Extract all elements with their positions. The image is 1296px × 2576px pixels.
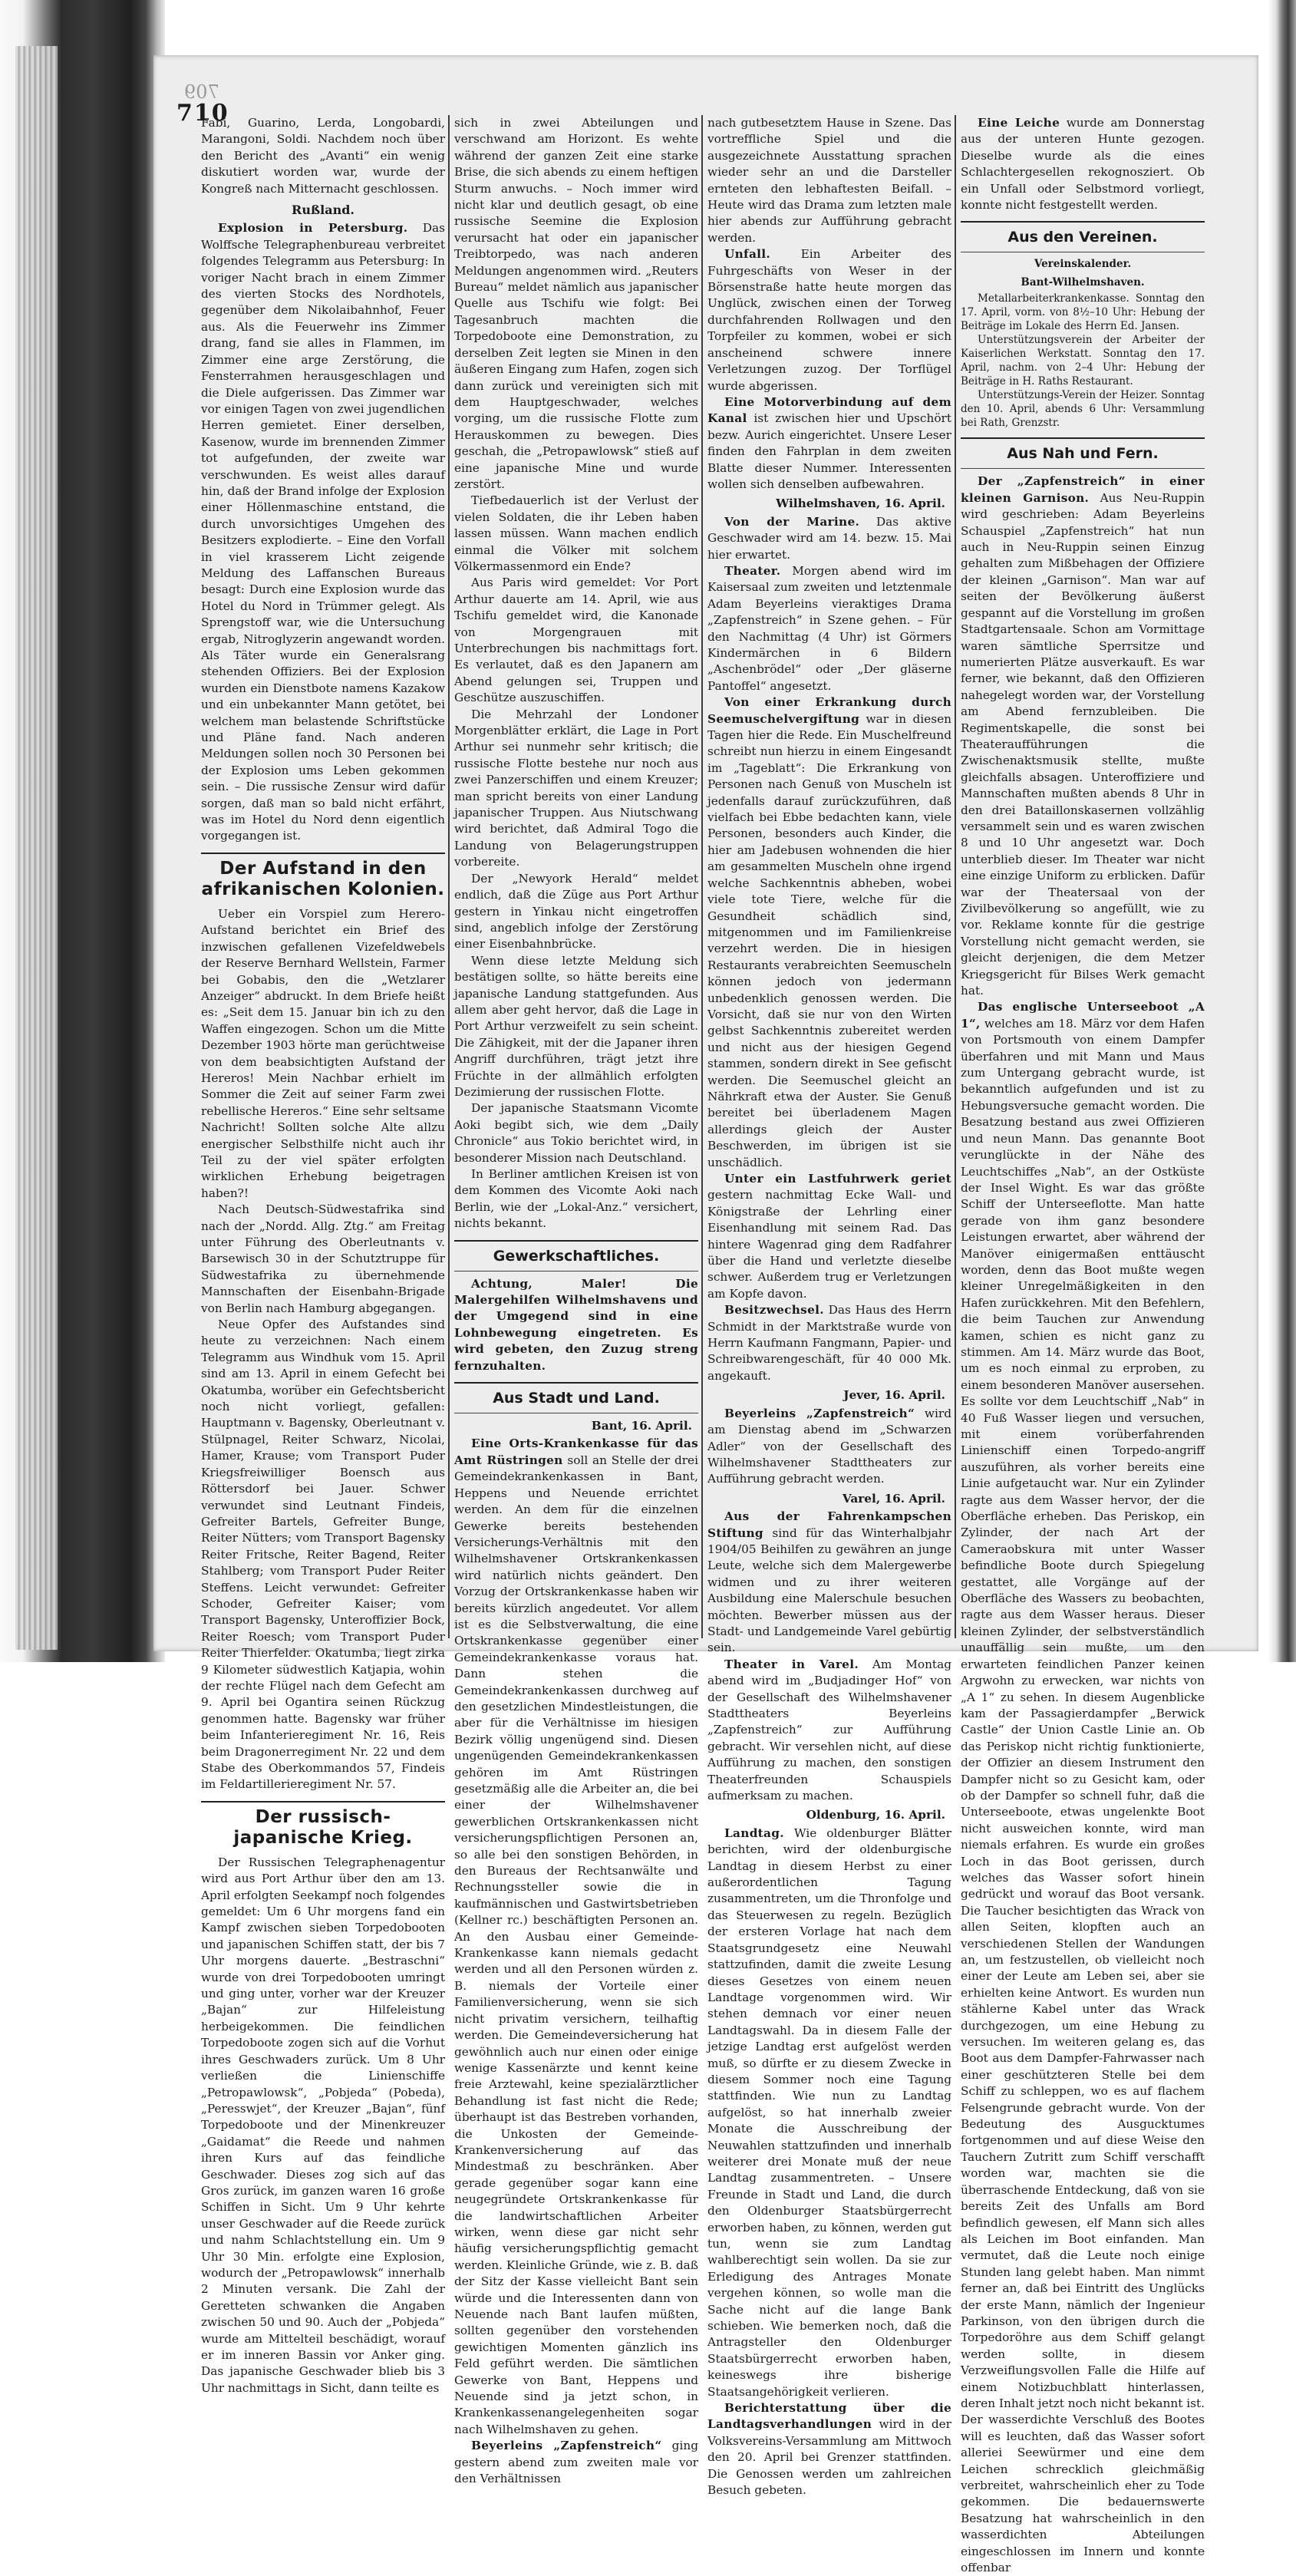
column-3 — [707, 115, 951, 2498]
dateline: Wilhelmshaven, 16. April. — [776, 496, 945, 511]
paragraph — [707, 694, 951, 1171]
paragraph — [707, 514, 951, 563]
page-number: 710 — [176, 100, 229, 127]
calendar-entry: Unterstützungs-Verein der Heizer. Sonntag den 10. April, abends 6 Uhr: Versammlung bei Rath, Grenzstr. — [961, 389, 1205, 430]
paragraph — [707, 1826, 951, 2400]
paragraph-text: Wie oldenburger Blätter berichten, wird der oldenburgische Landtag in diesem Herbst zu einer außerordentlichen Tagung zusammentreten, um die Thronfolge und das Steuerwesen zu regeln. Bezüglich der ersteren Vorlage hat nach dem Staatsgrundgesetz eine Neuwahl stattzufinden, damit die zweite Lesung dieses Gesetzes von einem neuen Landtage vorgenommen wird. Wir stehen demnach vor einer neuen Landtagswahl. Da in diesem Falle der jetzige Landtag erst aufgelöst werden muß, so dürfte er zu diesem Zwecke in diesem Sommer noch eine Tagung stattfinden. Wie nun zu Landtag aufgelöst, so hat innerhalb zweier Monate die Ausschreibung der Neuwahlen stattzufinden und innerhalb weiterer drei Monate muß der neue Landtag zusammentreten. – Unsere Freunde in Stadt und Land, die durch den Oldenburger Staatsbürgerrecht erworben haben, zu können, werden gut tun, wenn sie zum Landtag wahlberechtigt sein wollen. Da sie zur Erledigung des Antrages Monate vergehen können, so wolle man die Sache nicht auf die lange Bank schieben. Wie bemerken noch, daß die Antragsteller den Oldenburger Staatsbürgerrecht erworben haben, keineswegs ihre bisherige Staatsangehörigkeit verlieren. — [707, 1826, 951, 2399]
sub-heading: Bant-Wilhelmshaven. — [1021, 276, 1145, 289]
paragraph — [707, 1171, 951, 1302]
paragraph-text: sind für das Winterhalbjahr 1904/05 Beihilfen zu gewähren an junge Leute, welche sich dem Malergewerbe widmen und zu ihrer weiteren Ausbildung eine Malerschule besuchen möchten. Bewerber müssen aus der Stadt- und Landgemeinde Varel gebürtig sein. — [707, 1525, 951, 1655]
book-right-edge — [1268, 0, 1296, 1662]
section-headline: Aus Nah und Fern. — [961, 437, 1205, 469]
paragraph: Aus Paris wird gemeldet: Vor Port Arthur dauerte am 14. April, wie aus Tschifu gemeldet wird, die Kanonade von Morgengrauen mit Unterbrechungen bis nachmittags fort. Es verlautet, daß es den Japanern am Abend gelungen sei, Truppen und Geschütze auszuschiffen. — [454, 576, 698, 705]
lead-keyword: Das englische Unterseeboot „A 1“, — [961, 1000, 1205, 1031]
paragraph — [707, 1302, 951, 1384]
paragraph: nach gutbesetztem Hause in Szene. Das vortreffliche Spiel und die ausgezeichnete Ausstattung sprachen wieder sehr an und die Darsteller ernteten den lebhaftesten Beifall. – Heute wird das Drama zum letzten male hier abends zur Aufführung gebracht werden. — [707, 116, 951, 245]
paragraph — [707, 394, 951, 493]
lead-keyword: Eine Leiche — [978, 116, 1060, 130]
paragraph — [707, 1509, 951, 1657]
article-headline: Der Aufstand in den afrikanischen Kolonien. — [201, 853, 445, 900]
paragraph: Fabi, Guarino, Lerda, Longobardi, Marangoni, Soldi. Nachdem noch über den Bericht des „Avanti“ ein wenig diskutiert worden war, wurde der Kongreß nach Mitternacht geschlossen. — [201, 116, 445, 196]
paragraph — [961, 473, 1205, 999]
paragraph: Der „Newyork Herald“ meldet endlich, daß die Züge aus Port Arthur gestern in Yinkau nicht eingetroffen sind, angeblich infolge der Zerstörung einer Eisenbahnbrücke. — [454, 871, 698, 952]
paragraph-text: welches am 18. März vor dem Hafen von Portsmouth von einem Dampfer überfahren und mit Mann und Maus zum Untergang gebracht wurde, ist bekanntlich aufgefunden und ist zu Hebungsversuche gemacht worden. Die Besatzung bestand aus zwei Offizieren und neun Mann. Das genannte Boot verunglückte in der Nähe des Leuchtschiffes „Nab“, an der Ostküste der Insel Wight. Es war das größte Schiff der Unterseeflotte. Man hatte gerade von ihm ganz besondere Leistungen erwartet, aber während der Manöver einigermaßen enttäuscht worden, denn das Boot mußte wegen kleiner Unregelmäßigkeiten in den Hafen zurückkehren. Mit den Befehlern, die beim Tauchen zur Anwendung kamen, schien es nicht ganz zu stimmen. Am 14. März wurde das Boot, um es noch einmal zu erproben, zu einem besonderen Manöver ausersehen. Es sollte vor dem Leuchtschiff „Nab“ in 40 Fuß Wasser liegen und versuchen, mit einem vorüberfahrenden Linienschiff einen Torpedo-angriff auszuführen, als vorher bereits eine Linie aufgetaucht war. Nur ein Zylinder ragte aus dem Wasser hervor, der die Oberfläche erheben. Das Periskop, ein Zylinder, der nach Art der Cameraobskura mit unter Wasser befindliche Boote durch Spiegelung gestattet, alle Vorgänge auf der Oberfläche des Wassers zu beobachten, ragte aus dem Wasser heraus. Dieser kleinen Zylinder, der selbstverständlich unauffällig sein mußte, um den erwarteten feindlichen Panzer keinen Argwohn zu erwecken, war nichts von „A 1“ zu sehen. In diesem Augenblicke kam der Passagierdampfer „Berwick Castle“ der Union Castle Linie an. Ob das Periskop nicht richtig funktionierte, der Offizier an diesem Instrument den Dampfer nicht so zu Gesicht kam, oder ob der Dampfer so schnell fuhr, daß die Unterseeboote, etwas ungelenkte Boot nicht ausweichen konnte, wird man niemals erfahren. Es wurde ein großes Loch in das Boot gerissen, durch welches das Wasser sofort hinein gedrückt und worauf das Boot versank. Die Taucher besichtigten das Wrack von allen Seiten, klopften auch an verschiedenen Stellen der Wandungen an, um festzustellen, ob vielleicht noch einer der Leute am Leben sei, aber sie erhielten keine Antwort. Es wurden nun stählerne Kabel unter das Wrack durchgezogen, um eine Hebung zu versuchen. Im weiteren gelang es, das Boot aus dem Dampfer-Fahrwasser nach einer geschützteren Stelle bei dem Schiff zu schleppen, wo es auf flachem Felsengrunde gebracht wurde. Von der Bedeutung des Ausgucktumes fortgenommen und auf diese Weise den Tauchern Zutritt zum Schiff verschafft worden war, machten sie die überraschende Entdeckung, daß von sie bereits Zeit des Unfalls am Bord befindlich gewesen, elf Mann sich alles als Leichen im Boot einfanden. Man vermutet, daß die Leute noch einige Stunden lang gelebt haben. Man nimmt ferner an, daß bei Eintritt des Unglücks der erste Mann, nämlich der Ingenieur Parkinson, von den übrigen durch die Torpedoröhre aus dem Schiff gelangt werden sollte, in diesem Verzweiflungsvollen Falle die Hilfe auf einem Notizbuchblatt hinterlassen, deren Inhalt jetzt noch nicht bekannt ist. Der wasserdichte Verschluß des Bootes will es leuchten, daß das Wasser sofort alleriei Seewürmer und eine dem Leichen schrecklich gleichmäßig verbreitet, wahrscheinlich eher zu Tode gekommen. Die bedauernswerte Besatzung hat wahrscheinlich in den wasserdichten Abteilungen eingeschlossen im Innern und konnte offenbar — [961, 1016, 1205, 2575]
lead-keyword: Von der Marine. — [724, 514, 860, 529]
paragraph-text: Das aktive Geschwader wird am 14. bezw. 15. Mai hier erwartet. — [707, 514, 951, 562]
column-4 — [961, 115, 1205, 2575]
paragraph-text: Ein Arbeiter des Fuhrgeschäfts von Weser in der Börsenstraße hatte heute morgen das Unglück, zwischen einen der Torweg durchfahrenden Rollwagen und den Torpfeiler zu kommen, wobei er sich anscheinend schwere innere Verletzungen zuzog. Der Torflügel wurde abgerissen. — [707, 247, 951, 393]
dateline: Varel, 16. April. — [842, 1491, 945, 1506]
book-spine — [0, 0, 165, 1662]
column-rule — [955, 115, 956, 1638]
paragraph — [707, 2400, 951, 2498]
lead-keyword: Explosion in Petersburg. — [218, 221, 408, 236]
lead-keyword: Beyerleins „Zapfenstreich“ — [724, 1406, 915, 1420]
paragraph: Ueber ein Vorspiel zum Herero-Aufstand berichtet ein Brief des inzwischen gefallenen Vizefeldwebels der Reserve Bernhard Wellstein, Farmer bei Gobabis, den die „Wetzlarer Anzeiger“ abdruckt. In dem Briefe heißt es: „Seit dem 15. Januar bin ich zu den Waffen eingezogen. Schon um die Mitte Dezember 1903 hörte man gerüchtweise von dem beabsichtigten Aufstand der Hereros! Mein Nachbar erhielt im Sommer die Zeit auf seiner Farm zwei rebellische Hereros.“ Eine sehr seltsame Nachricht! Sollten solche Alte allzu energischer Selbsthilfe nicht auch ihr Teil zu der viel später erfolgten wirklichen Erhebung beigetragen haben?! — [201, 906, 445, 1200]
paragraph-text: ist zwischen hier und Upschört bezw. Aurich eingerichtet. Unsere Leser finden den Fahrplan in dem zweiten Blatte dieser Nummer. Interessenten wollen sich denselben aufbewahren. — [707, 411, 951, 491]
paragraph-text: wird am Dienstag abend im „Schwarzen Adler“ von der Gesellschaft des Wilhelmshavener Stadttheaters zur Aufführung gebracht werden. — [707, 1406, 951, 1486]
paragraph-text: gestern nachmittag Ecke Wall- und Königstraße der Lehrling einer Eisenhandlung mit seinem Rad. Das hintere Wagenrad ging dem Radfahrer über die Hand und verletzte dieselbe schwer. Außerdem trug er Verletzungen am Kopfe davon. — [707, 1188, 951, 1301]
paragraph: Neue Opfer des Aufstandes sind heute zu verzeichnen: Nach einem Telegramm aus Windhuk vom 15. April sind am 13. April in einem Gefecht bei Okatumba, worüber ein Gefechtsbericht noch nicht vorliegt, gefallen: Hauptmann v. Bagensky, Oberleutnant v. Stülpnagel, Reiter Schwarz, Nicolai, Hamer, Krause; vom Transport Puder Kriegsfreiwilliger Boensch aus Röttersdorf bei Jauer. Schwer verwundet sind Leutnant Findeis, Gefreiter Bartels, Gefreiter Bunge, Reiter Nütters; vom Transport Bagensky Reiter Fritsche, Reiter Bagend, Reiter Stahlberg; vom Transport Puder Reiter Steffens. Leicht verwundet: Gefreiter Schoder, Gefreiter Kaiser; vom Transport Bagensky, Unteroffizier Bock, Reiter Roesch; vom Transport Puder Reiter Thierfelder. Okatumba, liegt zirka 9 Kilometer südwestlich Katjapia, wohin der rechte Flügel nach dem Gefecht am 9. April bei Ogantira seinen Rückzug genommen hatte. Bagensky war früher beim Infanterieregiment Nr. 16, Reis beim Dragonerregiment Nr. 22 und dem Stabe des Oberkommandos 57, Findeis im Feldartillerieregiment Nr. 57. — [201, 1318, 445, 1792]
paragraph-text: Am Montag abend wird im „Budjadinger Hof“ von der Gesellschaft des Wilhelmshavener Stadttheaters Beyerleins „Zapfenstreich“ zur Aufführung gebracht. Wir versehlen nicht, auf diese Aufführung zu machen, den sonstigen Theaterfreunden Schauspiels aufmerksam zu machen. — [707, 1657, 951, 1803]
paragraph — [961, 115, 1205, 213]
paragraph-text: Aus Neu-Ruppin wird geschrieben: Adam Beyerleins Schauspiel „Zapfenstreich“ hat nun auch in Neu-Ruppin seinen Einzug gehalten zum Mißbehagen der Offiziere der kleinen „Garnison“. Man war auf seiten der Bevölkerung äußerst gespannt auf die Vorstellung im großen Stadtgartensaale. Schon am Vormittage waren sämtliche Sperrsitze und numerierten Plätze ausverkauft. Es war ferner, wie bekannt, daß den Offizieren nahegelegt worden war, der Vorstellung am Abend fernzubleiben. Die Regimentskapelle, die sonst bei Theateraufführungen die Zwischenaktsmusik stellte, mußte gleichfalls absagen. Unteroffiziere und Mannschaften mußten abends 8 Uhr in den drei Bataillonskasernen vollzählig versammelt sein und es waren zwischen 8 und 10 Uhr angesetzt war. Doch unterblieb dieser. Im Theater war nicht eine einzige Uniform zu erblicken. Dafür war der Theatersaal von der Zivilbevölkerung so angefüllt, wie zu vor. Reklame konnte für die gestrige Vorstellung nicht gemacht werden, sie gleicht derjenigen, die dem Metzer Kriegsgericht für Bilses Werk gemacht hat. — [961, 490, 1205, 998]
column-rule — [448, 115, 450, 1638]
section-headline: Gewerkschaftliches. — [454, 1240, 698, 1272]
page-edges — [15, 46, 58, 1650]
paragraph — [707, 1657, 951, 1805]
section-headline: Aus Stadt und Land. — [454, 1382, 698, 1413]
section-headline: Aus den Vereinen. — [961, 221, 1205, 252]
paragraph: Der japanische Staatsmann Vicomte Aoki begibt sich, wie dem „Daily Chronicle“ aus Tokio berichtet wird, in besonderer Mission nach Deutschland. — [454, 1101, 698, 1165]
paragraph-text: war in diesen Tagen hier die Rede. Ein Muschelfreund schreibt nun hierzu in einem Eingesandt im „Tageblatt“: Die Erkrankung von Personen nach Genuß von Muscheln ist jedenfalls darauf zurückzuführen, daß vielfach bei Ebbe bedachten kann, viele Personen, besonders auch Kinder, die hier am Jadebusen wohnenden die hier am gesammelten Muscheln ohne irgend welche Sachkenntnis abheben, wobei viele tote Tiere, welche für die Gesundheit schädlich sind, mitgenommen und im Familienkreise verzehrt werden. Die in hiesigen Restaurants verabreichten Seemuscheln können jedoch von jedermann unbedenklich genossen werden. Die Vorsicht, daß sie nur von den Wirten gelbst Sachkenntnis zubereitet werden und nicht aus der hiesigen Gegend stammen, sondern direkt in See gefischt werden. Die Seemuschel gleicht an Nährkraft etwa der Auster. Sie Genuß bereitet bei überladenem Magen allerdings gleich der Auster Beschwerden, im übrigen ist sie unschädlich. — [707, 711, 951, 1169]
paragraph-text: Das Haus des Herrn Schmidt in der Marktstraße wurde von Herrn Kaufmann Fangmann, Papier- und Schreibwarengeschäft, für 40 000 Mk. angekauft. — [707, 1303, 951, 1383]
paragraph: In Berliner amtlichen Kreisen ist von dem Kommen des Vicomte Aoki nach Berlin, wie der „Lokal-Anz.“ versichert, nichts bekannt. — [454, 1167, 698, 1231]
column-2 — [454, 115, 698, 2486]
paragraph — [707, 1406, 951, 1488]
lead-keyword: Besitzwechsel. — [724, 1303, 824, 1318]
dateline: Oldenburg, 16. April. — [806, 1808, 945, 1822]
paragraph: Der Russischen Telegraphenagentur wird aus Port Arthur über den am 13. April erfolgten Seekampf noch folgendes gemeldet: Um 6 Uhr morgens fand ein Kampf zwischen sieben Torpedobooten und japanischen Schiffen statt, der bis 7 Uhr morgens dauerte. „Bestraschni“ wurde von drei Torpedobooten umringt und ging unter, vorher war der Kreuzer „Bajan“ zur Hilfeleistung herbeigekommen. Die feindlichen Torpedoboote zogen sich auf die Vorhut ihres Geschwaders zurück. Um 8 Uhr verließen die Linienschiffe „Petropawlowsk“, „Pobjeda“ (Pobeda), „Peresswjet“, der Kreuzer „Bajan“, fünf Torpedoboote und der Minenkreuzer „Gaidamat“ die Reede und nahmen ihren Kurs auf das feindliche Geschwader. Dieses zog sich auf das Gros zurück, im ganzen waren 16 große Schiffen in Sicht. Um 9 Uhr kehrte unser Geschwader auf die Reede zurück und nahm Schlachtstellung ein. Um 9 Uhr 30 Min. erfolgte eine Explosion, wodurch der „Petropawlowsk“ innerhalb 2 Minuten versank. Die Zahl der Geretteten schwanken die Angaben zwischen 50 und 90. Auch der „Pobjeda“ wurde am Mittelteil beschädigt, worauf er im inneren Bassin vor Anker ging. Das japanische Geschwader blieb bis 3 Uhr nachmittags in Sicht, dann teilte es — [201, 1855, 445, 2395]
column-1 — [201, 115, 445, 2395]
paragraph-text: Das Wolffsche Telegraphenbureau verbreitet folgendes Telegramm aus Petersburg: In voriger Nacht brach in einem Zimmer des vierten Stocks des Nordhotels, gegenüber dem Nikolaibahnhof, Feuer aus. Als die Feuerwehr ins Zimmer drang, fand sie alles in Flammen, im Zimmer eine arge Zerstörung, die Fensterrahmen herausgeschlagen und die Diele aufgerissen. Das Zimmer war vor einigen Tagen von zwei jugendlichen Herren gemietet. Einer derselben, Kasenow, wurde im brennenden Zimmer tot aufgefunden, der zweite war verschwunden. Es weist alles darauf hin, daß der Brand infolge der Explosion einer Höllenmaschine entstand, die durch unvorsichtiges Umgehen des Besitzers explodierte. – Eine den Vorfall in viel krasserem Licht zeigende Meldung des Laffanschen Bureaus besagt: Durch eine Explosion wurde das Hotel du Nord in Trümmer gelegt. Als Sprengstoff war, wie die Untersuchung ergab, Nitroglyzerin angewandt worden. Als Täter wurde ein Generalsrang stehenden Offiziers. Bei der Explosion wurden ein Dienstbote namens Kazakow und ein unbekannter Mann getötet, bei welchem man belastende Schriftstücke und Pläne fand. Nach anderen Meldungen sollen noch 30 Personen bei der Explosion ums Leben gekommen sein. – Die russische Zensur wird dafür sorgen, daß man so bald nicht erfährt, was im Hotel du Nord denn eigentlich vorgegangen ist. — [201, 221, 445, 843]
lead-keyword: Landtag. — [724, 1826, 784, 1840]
paragraph: Wenn diese letzte Meldung sich bestätigen sollte, so hätte bereits eine japanische Landung stattgefunden. Aus allem aber geht hervor, daß die Lage in Port Arthur verzweifelt zu sein scheint. Die Zähigkeit, mit der die Japaner ihren Angriff durchführen, trägt jetzt ihre Früchte in der allmählich erfolgten Dezimierung der russischen Flotte. — [454, 953, 698, 1099]
paragraph — [454, 2438, 698, 2487]
column-rule — [701, 115, 703, 1638]
bleed-through-number: 709 — [184, 81, 219, 103]
section-heading: Rußland. — [292, 203, 355, 218]
paragraph — [454, 1436, 698, 2438]
paragraph: Tiefbedauerlich ist der Verlust der vielen Soldaten, die ihr Leben haben lassen müssen. Wann machen endlich einmal die Völker mit solchem Völkermassenmord ein Ende? — [454, 493, 698, 573]
paragraph-text: wurde am Donnerstag aus der unteren Hunte gezogen. Dieselbe wurde als die eines Schlachtergesellen rekognosziert. Ob ein Unfall oder Selbstmord vorliegt, konnte nicht festgestellt werden. — [961, 116, 1205, 213]
sub-heading: Vereinskalender. — [1034, 258, 1132, 271]
lead-keyword: Theater in Varel. — [724, 1657, 859, 1671]
lead-keyword: Eine Motorverbindung auf dem Kanal — [707, 394, 951, 426]
paragraph: Nach Deutsch-Südwestafrika sind nach der „Nordd. Allg. Ztg.“ am Freitag unter Führung des Oberleutnants v. Barsewisch 30 in der Schutztruppe für Südwestafrika zu übernehmende Mannschaften der Eisenbahn-Brigade von Berlin nach Hamburg abgegangen. — [201, 1202, 445, 1315]
lead-keyword: Berichterstattung über die Landtagsverhandlungen — [707, 2401, 951, 2432]
dateline: Bant, 16. April. — [591, 1419, 692, 1433]
paragraph-text: Morgen abend wird im Kaisersaal zum zweiten und letztenmale Adam Beyerleins vieraktiges Drama „Zapfenstreich“ in Szene gehen. – Für den Nachmittag (4 Uhr) ist Görmers Kindermärchen in 6 Bildern „Aschenbrödel“ oder „Der gläserne Pantoffel“ angesetzt. — [707, 563, 951, 693]
paragraph — [201, 220, 445, 844]
paragraph: Die Mehrzahl der Londoner Morgenblätter erklärt, die Lage in Port Arthur sei nunmehr sehr kritisch; die russische Flotte bestehe nur noch aus zwei Panzerschiffen und einem Kreuzer; man spricht bereits von einer Landung japanischer Truppen. Aus Niutschwang wird berichtet, daß Admiral Togo die Landung von Belagerungstruppen vorbereite. — [454, 707, 698, 869]
paragraph: Achtung, Maler! Die Malergehilfen Wilhelmshavens und der Umgegend sind in eine Lohnbewegung eingetreten. Es wird gebeten, den Zuzug streng fernzuhalten. — [454, 1276, 698, 1373]
paragraph: sich in zwei Abteilungen und verschwand am Horizont. Es wehte während der ganzen Zeit eine starke Brise, die sich abends zu einem heftigen Sturm anwuchs. – Noch immer wird nicht klar und deutlich gesagt, ob eine russische Seemine die Explosion verursacht hat oder ein japanischer Treibtorpedo, was nach anderen Meldungen angenommen wird. „Reuters Bureau“ meldet nämlich aus japanischer Quelle aus Tschifu wie folgt: Bei Tagesanbruch machten die Torpedoboote eine Demonstration, zu derselben Zeit legten sie Minen in den äußeren Eingang zum Hafen, zogen sich dann zurück und vereinigten sich mit dem Hauptgeschwader, welches vorging, um die russische Flotte zum Herauskommen zu bewegen. Dies geschah, die „Petropawlowsk“ stieß auf eine japanische Mine und wurde zerstört. — [454, 116, 698, 491]
calendar-entry: Unterstützungsverein der Arbeiter der Kaiserlichen Werkstatt. Sonntag den 17. April, nachm. von 2–4 Uhr: Hebung der Beiträge in H. Raths Restaurant. — [961, 334, 1205, 388]
lead-keyword: Der „Zapfenstreich“ in einer kleinen Garnison. — [961, 474, 1205, 505]
lead-keyword: Eine Orts-Krankenkasse für das Amt Rüstringen — [454, 1436, 698, 1467]
paragraph-text: wird in der Volksvereins-Versammlung am Mittwoch den 20. April bei Grenzer stattfinden. Die Genossen werden um zahlreichen Besuch gebeten. — [707, 2417, 951, 2498]
lead-keyword: Unfall. — [724, 247, 771, 262]
lead-keyword: Beyerleins „Zapfenstreich“ — [471, 2439, 662, 2453]
lead-keyword: Unter ein Lastfuhrwerk geriet — [724, 1172, 951, 1186]
paragraph — [707, 563, 951, 694]
article-headline: Der russisch-japanische Krieg. — [201, 1801, 445, 1849]
paragraph-text: soll an Stelle der drei Gemeindekrankenkassen in Bant, Heppens und Neuende errichtet werden. An dem für die einzelnen Gewerke bereits bestehenden Versicherungs-Verhältnis mit den Wilhelmshavener Ortskrankenkassen wird natürlich nichts geändert. Den Vorzug der Ortskrankenkasse haben wir bereits kürzlich angedeutet. Vor allem ist es die Selbstverwaltung, die eine Ortskrankenkasse gegenüber einer Gemeindekrankenkasse voraus hat. Dann stehen die Gemeindekrankenkassen durchweg auf den gesetzlichen Mindestleistungen, die aber für die Verhältnisse im hiesigen Bezirk völlig ungenügend sind. Diesen ungenügenden Gemeindekrankenkassen gehören im Amt Rüstringen gesetzmäßig alle die Arbeiter an, die bei einer der Wilhelmshavener gewerblichen Ortskrankenkassen nicht versicherungspflichtigen Personen an, so alle bei den sonstigen Behörden, in den Bureaus der Rechtsanwälte und Rechnungssteller sowie die in kaufmännischen und Gastwirtsbetrieben (Kellner rc.) beschäftigten Personen an. An den Ausbau einer Gemeinde-Krankenkasse kann niemals gedacht werden und all den Personen würden z. B. niemals der Vorteile einer Familienversicherung, wenn sie sich nicht privatim versichern, teilhaftig werden. Die Gemeindeversicherung hat gewöhnlich auch nur einen oder einige wenige Kassenärzte und kennt keine freie Arztewahl, keine spezialärztlicher Behandlung ist fast nicht die Rede; überhaupt ist das Bestreben vorhanden, die Unkosten der Gemeinde-Krankenversicherung auf das Mindestmaß zu beschränken. Aber gerade gegenüber sogar kann eine neugegründete Ortskrankenkasse für die landwirtschaftlichen Arbeiter wirken, wenn diese gar nicht sehr häufig versicherungspflichtig gemacht werden. Kleinliche Gründe, wie z. B. daß der Sitz der Kasse vielleicht Bant sein würde und die Interessenten dann von Neuende nach Bant laufen müßten, sollten gegenüber den vorstehenden gewichtigen Momenten gänzlich ins Feld geführt werden. Die sämtlichen Gewerke von Bant, Heppens und Neuende sind ja jetzt schon, in Krankenkassenangelegenheiten sogar nach Wilhelmshaven zu gehen. — [454, 1453, 698, 2436]
calendar-entry: Metallarbeiterkrankenkasse. Sonntag den 17. April, vorm. von 8½–10 Uhr: Hebung der Beiträge im Lokale des Herrn Ed. Jansen. — [961, 292, 1205, 333]
dateline: Jever, 16. April. — [843, 1388, 945, 1403]
paragraph — [707, 246, 951, 394]
paragraph — [961, 999, 1205, 2576]
lead-keyword: Aus der Fahrenkampschen Stiftung — [707, 1509, 951, 1540]
paragraph-text: ging gestern abend zum zweiten male vor den Verhältnissen — [454, 2439, 698, 2486]
lead-keyword: Von einer Erkrankung durch Seemuschelvergiftung — [707, 695, 951, 726]
lead-keyword: Theater. — [724, 563, 781, 578]
